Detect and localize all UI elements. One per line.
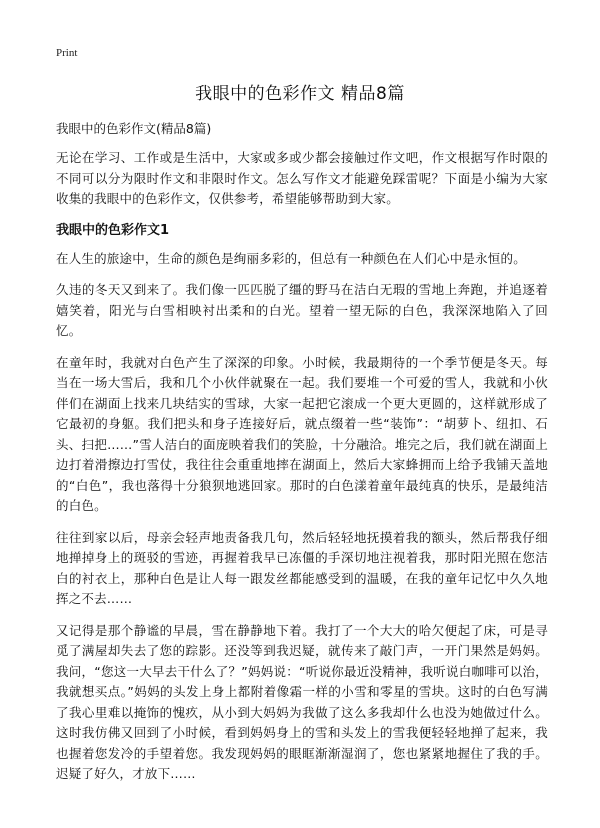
- paragraph-2: 久违的冬天又到来了。我们像一匹匹脱了缰的野马在洁白无瑕的雪地上奔跑，并追逐着嬉笑着，阳光与白雪相映衬出柔和的白光。望着一望无际的白色，我深深地陷入了回忆。: [56, 282, 548, 338]
- paragraph-3: 在童年时，我就对白色产生了深深的印象。小时候，我最期待的一个季节便是冬天。每当在一场大雪后，我和几个小伙伴就聚在一起。我们要堆一个可爱的雪人，我就和小伙伴们在湖面上找来几块结实的雪球，大家一起把它滚成一个更大更圆的，这样就形成了它最初的身躯。我们把头和身子连接好后，就点缀着一些“装饰”：“胡萝卜、纽扣、石头、扫把……”雪人洁白的面庞映着我们的笑脸，十分融洽。堆完之后，我们就在湖面上边打着滑擦边打雪仗，我往往会重重地摔在湖面上，然后大家蜂拥而上给予我铺天盖地的“白色”，我也落得十分狼狈地逃回家。那时的白色漾着童年最纯真的快乐，是最纯洁的白色。: [56, 354, 548, 513]
- article-subtitle: 我眼中的色彩作文(精品8篇): [56, 121, 212, 136]
- print-link[interactable]: Print: [56, 47, 78, 59]
- intro-paragraph: 无论在学习、工作或是生活中，大家或多或少都会接触过作文吧，作文根据写作时限的不同可以分为限时作文和非限时作文。怎么写作文才能避免踩雷呢？下面是小编为大家收集的我眼中的色彩作文，仅供参考，希望能够帮助到大家。: [56, 150, 548, 206]
- section-heading-1: 我眼中的色彩作文1: [56, 222, 170, 238]
- paragraph-1: 在人生的旅途中，生命的颜色是绚丽多彩的，但总有一种颜色在人们心中是永恒的。: [56, 250, 526, 266]
- page-title: 我眼中的色彩作文 精品8篇: [195, 84, 405, 104]
- article-body: [56, 118, 548, 796]
- paragraph-4: 往往到家以后，母亲会轻声地责备我几句，然后轻轻地抚摸着我的额头，然后帮我仔细地掸掉身上的斑驳的雪迹，再握着我早已冻僵的手深切地注视着我，那时阳光照在您洁白的衬衣上，那种白色是让人每一跟发丝都能感受到的温暖，在我的童年记忆中久久地挥之不去……: [56, 529, 548, 606]
- paragraph-5: 又记得是那个静谧的早晨，雪在静静地下着。我打了一个大大的哈欠便起了床，可是寻觅了满屋却失去了您的踪影。还没等到我迟疑，就传来了敲门声，一开门果然是妈妈。我问，“您这一大早去干什么了？”妈妈说：“听说你最近没精神，我听说白咖啡可以治，我就想买点。”妈妈的头发上身上都附着像霜一样的小雪和零星的雪块。这时的白色写满了我心里难以掩饰的愧疚，从小到大妈妈为我做了这么多我却什么也没为她做过什么。这时我仿佛又回到了小时候，看到妈妈身上的雪和头发上的雪我便轻轻地掸了起来，我也握着您发冷的手望着您。我发现妈妈的眼眶渐渐湿润了，您也紧紧地握住了我的手。迟疑了好久，才放下……: [56, 622, 548, 781]
